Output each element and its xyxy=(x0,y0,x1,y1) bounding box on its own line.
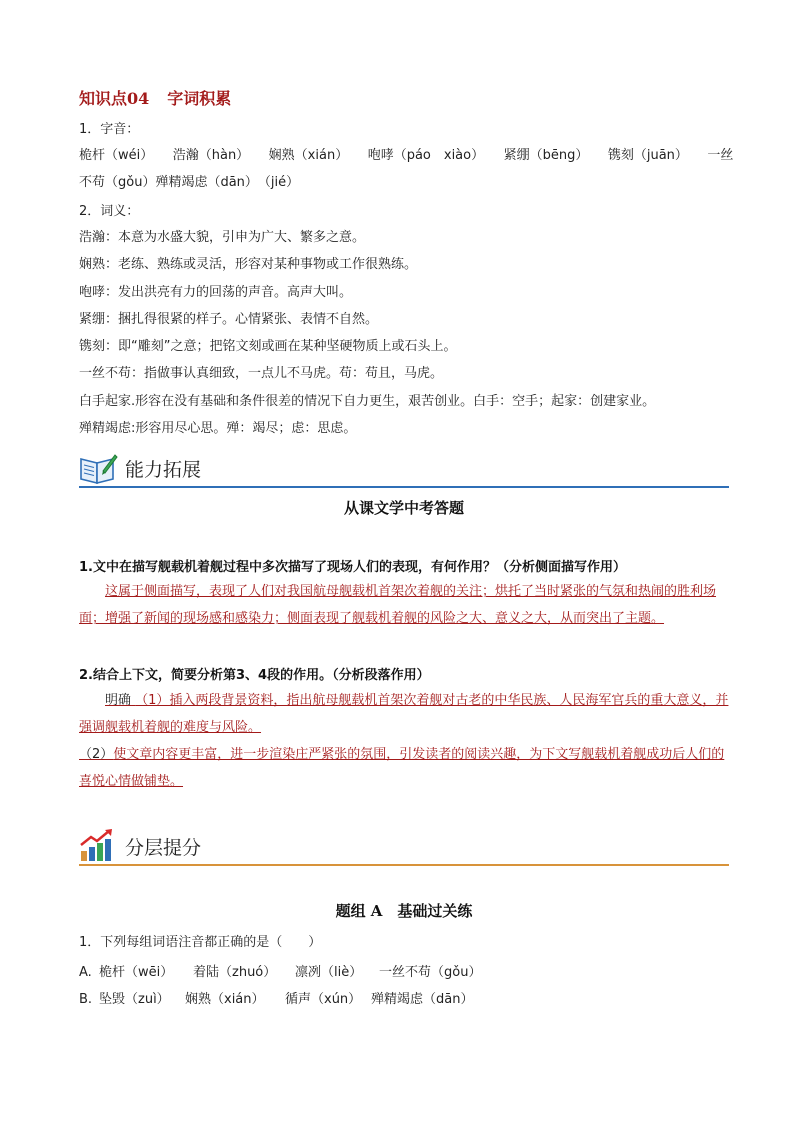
bar-chart-growth-icon xyxy=(79,827,115,863)
meaning-item: 殚精竭虑:形容用尽心思。殚：竭尽；虑：思虑。 xyxy=(79,421,357,436)
exercise-1-question: 1．下列每组词语注音都正确的是（ ） xyxy=(79,935,322,950)
pronunciation-heading: 1．字音： xyxy=(79,122,140,137)
answer-2-part-1 xyxy=(79,687,729,741)
option-letter: A. xyxy=(79,965,92,980)
exercise-1-option-a[interactable] xyxy=(79,961,481,980)
option-item: 一丝不苟（gǒu） xyxy=(379,965,482,980)
section-layer-subtitle: 题组 A 基础过关练 xyxy=(335,902,473,920)
answer-1: 这属于侧面描写，表现了人们对我国航母舰载机首架次着舰的关注；烘托了当时紧张的气氛和热闹的胜利场面；增强了新闻的现场感和感染力；侧面表现了舰载机着舰的风险之大、意义之大，从而突出了主题。 xyxy=(79,584,717,626)
meaning-item: 镌刻：即“雕刻”之意；把铭文刻或画在某种坚硬物质上或石头上。 xyxy=(79,339,457,354)
section-banner-ability xyxy=(79,448,729,488)
meaning-item: 紧绷：捆扎得很紧的样子。心情紧张、表情不自然。 xyxy=(79,312,379,327)
exercise-1-option-b[interactable] xyxy=(79,988,473,1007)
section-rule xyxy=(79,486,729,488)
option-item: 凛冽（liè） xyxy=(295,965,363,980)
section-ability-label: 能力拓展 xyxy=(125,459,202,481)
meaning-item: 浩瀚：本意为水盛大貌，引申为广大、繁多之意。 xyxy=(79,230,366,245)
meaning-heading: 2．词义： xyxy=(79,204,140,219)
pronunciation-line-2: 不苟（gǒu）殚精竭虑（dān） （jié） xyxy=(79,175,300,190)
option-item: 坠毁（zuì） xyxy=(99,992,170,1007)
answer-2-lead: 明确 xyxy=(105,693,132,708)
option-item: 着陆（zhuó） xyxy=(193,965,277,980)
answer-2-text-2: 使文章内容更丰富，进一步渲染庄严紧张的氛围，引发读者的阅读兴趣，为下文写舰载机着舰成功后人们的喜悦心情做铺垫。 xyxy=(79,747,725,789)
meaning-item: 一丝不苟：指做事认真细致，一点儿不马虎。苟：苟且，马虎。 xyxy=(79,366,444,381)
knowledge-point-number: 知识点04 xyxy=(79,89,150,108)
pronunciation-line-1: 桅杆（wéi） 浩瀚（hàn） 娴熟（xián） 咆哮（páo xiào） 紧绷（bēng） 镌刻（juān） 一丝 xyxy=(79,148,734,163)
book-icon xyxy=(79,451,119,485)
section-banner-layer xyxy=(79,826,729,866)
answer-2-part-2 xyxy=(79,741,729,795)
section-ability-subtitle: 从课文学中考答题 xyxy=(343,499,464,517)
answer-2-prefix: （2） xyxy=(79,747,114,762)
option-item: 循声（xún） xyxy=(285,992,362,1007)
meaning-item: 娴熟：老练、熟练或灵活，形容对某种事物或工作很熟练。 xyxy=(79,257,418,272)
answer-2-text-1: （1）插入两段背景资料，指出航母舰载机首架次着舰对古老的中华民族、人民海军官兵的重大意义，并强调舰载机着舰的难度与风险。 xyxy=(79,693,729,735)
knowledge-point-title xyxy=(79,86,231,109)
question-1: 1.文中在描写舰载机着舰过程中多次描写了现场人们的表现，有何作用？（分析侧面描写作用） xyxy=(79,560,626,575)
section-layer-label: 分层提分 xyxy=(125,837,202,859)
meaning-item: 白手起家.形容在没有基础和条件很差的情况下自力更生，艰苦创业。白手：空手；起家：创建家业。 xyxy=(79,394,656,409)
question-2: 2.结合上下文，简要分析第3、4段的作用。（分析段落作用） xyxy=(79,668,430,683)
option-item: 娴熟（xián） xyxy=(185,992,265,1007)
knowledge-point-heading: 字词积累 xyxy=(167,89,232,108)
option-item: 桅杆（wēi） xyxy=(99,965,174,980)
meaning-item: 咆哮：发出洪亮有力的回荡的声音。高声大叫。 xyxy=(79,285,353,300)
section-rule xyxy=(79,864,729,866)
option-letter: B. xyxy=(79,992,93,1007)
option-item: 殚精竭虑（dān） xyxy=(371,992,474,1007)
